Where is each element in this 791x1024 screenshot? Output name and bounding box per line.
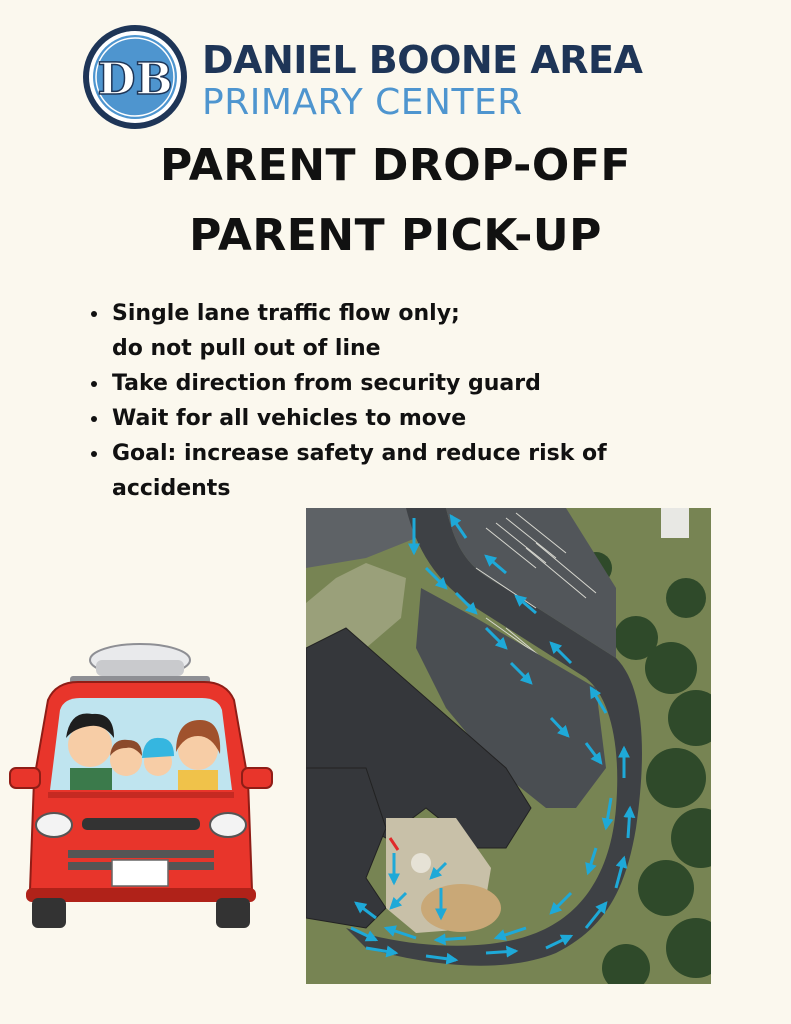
- right-mirror: [242, 768, 272, 788]
- rules-list: [84, 296, 710, 506]
- title-drop-off: PARENT DROP-OFF: [160, 140, 631, 191]
- family-car-illustration: [8, 640, 274, 932]
- rule-text-continued: do not pull out of line: [112, 336, 381, 361]
- left-mirror: [10, 768, 40, 788]
- rule-text-continued: accidents: [112, 476, 231, 501]
- rule-text: Take direction from security guard: [112, 371, 541, 396]
- license-plate: [112, 860, 168, 886]
- left-headlight: [36, 813, 72, 837]
- header: [82, 24, 722, 134]
- aerial-traffic-map: [306, 508, 711, 984]
- rule-item: [110, 366, 710, 401]
- right-wheel: [216, 898, 250, 928]
- title-pick-up: PARENT PICK-UP: [189, 210, 602, 261]
- school-subtitle: PRIMARY CENTER: [202, 82, 523, 123]
- rule-text: Single lane traffic flow only;: [112, 301, 460, 326]
- rule-text: Wait for all vehicles to move: [112, 406, 467, 431]
- rule-text: Goal: increase safety and reduce risk of: [112, 441, 607, 466]
- rule-item: [110, 296, 710, 366]
- logo-monogram: DB: [97, 54, 173, 105]
- school-name: DANIEL BOONE AREA: [202, 38, 643, 82]
- left-wheel: [32, 898, 66, 928]
- db-logo-icon: [82, 24, 188, 130]
- rule-item: [110, 436, 710, 506]
- rule-item: [110, 401, 710, 436]
- right-headlight: [210, 813, 246, 837]
